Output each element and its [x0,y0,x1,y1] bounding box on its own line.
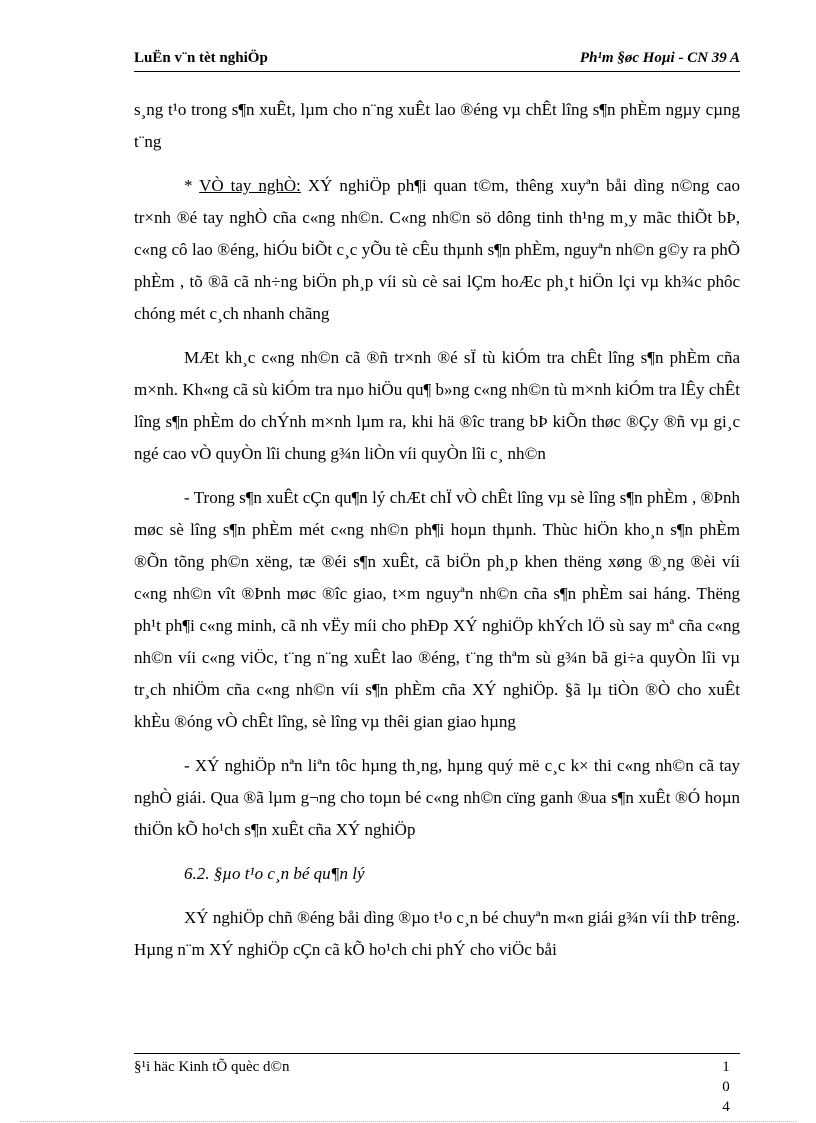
bullet-lead: * [184,176,200,195]
skill-topic-label: VÒ tay nghÒ: [199,176,301,195]
section-heading: 6.2. §µo t¹o c¸n bé qu¶n lý [184,864,365,883]
document-body [134,94,740,978]
header-rule [134,71,740,72]
header-author: Ph¹m §øc Hoµi - CN 39 A [579,50,740,66]
page-number-digit: 4 [722,1099,730,1115]
paragraph-skill [134,170,740,330]
footer-rule [134,1053,740,1054]
page-number-digit: 1 [722,1059,730,1075]
paragraph-skill-contests: - XÝ nghiÖp nªn liªn tôc hµng th¸ng, hµng quý më c¸c k× thi c«ng nh©n cã tay nghÒ giái. Qua ®ã lµm g¬ng cho toµn bé c«ng nh©n cïng ganh ®ua s¶n xuÊt ®Ó hoµn thiÖn kÕ ho¹ch s¶n xuÊt cña XÝ nghiÖp [134,756,740,839]
paragraph-continued: s¸ng t¹o trong s¶n xuÊt, lµm cho n¨ng xuÊt lao ®éng vµ chÊt lîng s¶n phÈm ngµy cµng t¨ng [134,100,740,151]
page-number [718,1057,734,1117]
paragraph-quality-management: - Trong s¶n xuÊt cÇn qu¶n lý chÆt chÏ vÒ chÊt lîng vµ sè lîng s¶n phÈm , ®Þnh møc sè lîng s¶n phÈm mét c«ng nh©n ph¶i hoµn thµnh. Thùc hiÖn kho¸n s¶n phÈm ®Õn tõng ph©n xëng, tæ ®éi s¶n xuÊt, cã biÖn ph¸p khen thëng xøng ®¸ng ®èi víi c«ng nh©n vît ®Þnh møc ®îc giao, t×m nguyªn nh©n cña s¶n phÈm sai háng. Thëng ph¹t ph¶i c«ng minh, cã nh vËy míi cho phÐp XÝ nghiÖp khÝch lÖ sù say mª cña c«ng nh©n víi c«ng viÖc, t¨ng n¨ng xuÊt lao ®éng, t¨ng thªm sù g¾n bã gi÷a quyÒn lîi vµ tr¸ch nhiÖm cña c«ng nh©n víi s¶n phÈm cña XÝ nghiÖp. §ã lµ tiÒn ®Ò cho xuÊt khÈu ®óng vÒ chÊt lîng, sè lîng vµ thêi gian giao hµng [134,488,740,731]
page-bottom-dotted-line [20,1121,796,1122]
paragraph-self-inspection: MÆt kh¸c c«ng nh©n cã ®ñ tr×nh ®é sÏ tù kiÓm tra chÊt lîng s¶n phÈm cña m×nh. Kh«ng cã sù kiÓm tra nµo hiÖu qu¶ b»ng c«ng nh©n tù m×nh kiÓm tra lÊy chÊt lîng s¶n phÈm do chÝnh m×nh lµm ra, khi hä ®îc trang bÞ kiÕn thøc ®Çy ®ñ vµ gi¸c ngé cao vÒ quyÒn lîi chung g¾n liÒn víi quyÒn lîi c¸ nh©n [134,348,740,463]
header-thesis-title: LuËn v¨n tèt nghiÖp [134,50,268,66]
skill-text: XÝ nghiÖp ph¶i quan t©m, thêng xuyªn båi dìng n©ng cao tr×nh ®é tay nghÒ cña c«ng nh©n. C«ng nh©n sö dông tinh th¹ng m¸y mãc thiÕt bÞ, c«ng cô lao ®éng, hiÓu biÕt c¸c yÕu tè cÊu thµnh s¶n phÈm, nguyªn nh©n g©y ra phÕ phÈm , tõ ®ã cã nh÷ng biÖn ph¸p víi sù cè sai lÇm hoÆc ph¸t hiÖn lçi vµ kh¾c phôc chóng mét c¸ch nhanh chãng [134,176,740,323]
footer-university: §¹i häc Kinh tÕ quèc d©n [134,1059,290,1075]
paragraph-management-training: XÝ nghiÖp chñ ®éng båi dìng ®µo t¹o c¸n bé chuyªn m«n giái g¾n víi thÞ trêng. Hµng n¨m XÝ nghiÖp cÇn cã kÕ ho¹ch chi phÝ cho viÖc båi [134,908,740,959]
page-number-digit: 0 [722,1079,730,1095]
